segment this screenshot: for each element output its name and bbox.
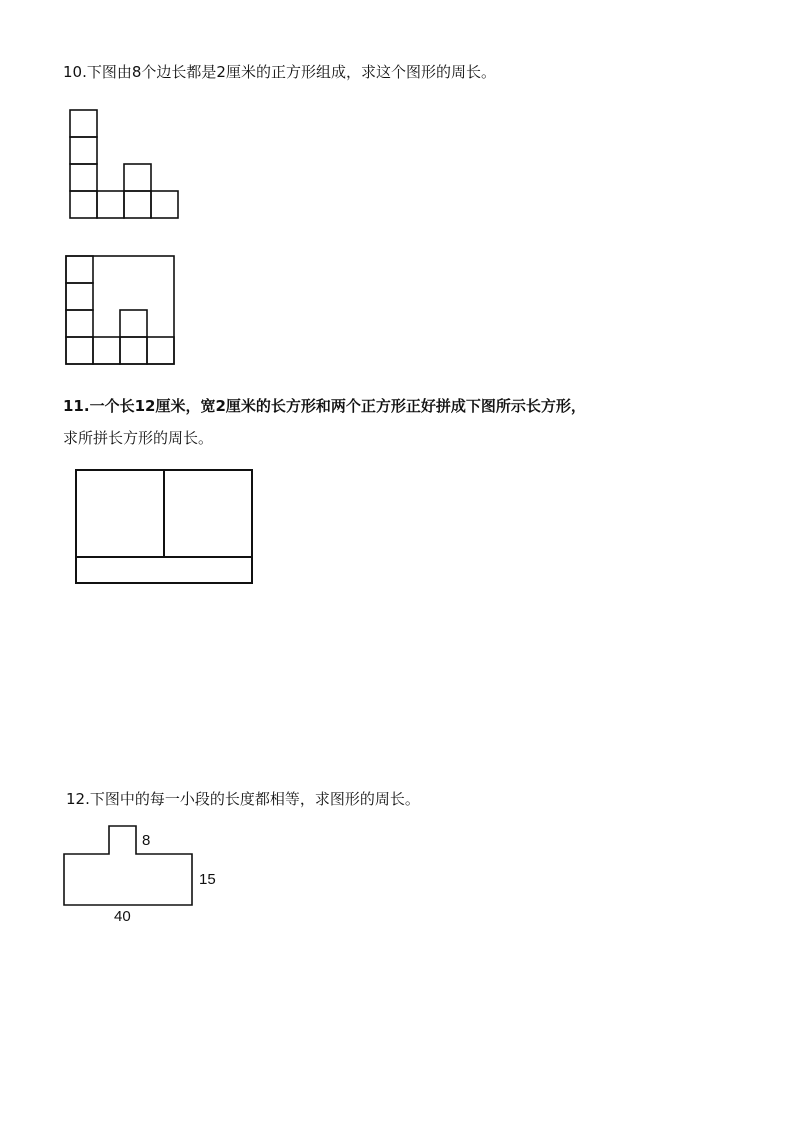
question-10-text: 10.下图由8个边长都是2厘米的正方形组成，求这个图形的周长。 xyxy=(63,63,496,81)
square xyxy=(66,256,93,283)
square xyxy=(93,337,120,364)
q10-figure-squares xyxy=(66,106,186,224)
square xyxy=(70,137,97,164)
square xyxy=(70,110,97,137)
square xyxy=(66,310,93,337)
question-12-text: 12.下图中的每一小段的长度都相等，求图形的周长。 xyxy=(66,790,420,808)
label-right-side: 15 xyxy=(199,871,216,888)
square xyxy=(70,191,97,218)
q10-figure-enclosed xyxy=(62,252,182,370)
square xyxy=(97,191,124,218)
outline-path xyxy=(64,826,192,905)
question-11-text-line2: 求所拼长方形的周长。 xyxy=(63,429,214,447)
square xyxy=(66,283,93,310)
square xyxy=(66,337,93,364)
square xyxy=(70,164,97,191)
question-11-text-line1: 11.一个长12厘米，宽2厘米的长方形和两个正方形正好拼成下图所示长方形， xyxy=(63,397,586,415)
square xyxy=(147,337,174,364)
q12-figure-shape xyxy=(60,822,230,932)
square xyxy=(124,164,151,191)
square xyxy=(151,191,178,218)
square xyxy=(124,191,151,218)
label-top-segment: 8 xyxy=(142,832,151,849)
label-bottom: 40 xyxy=(114,908,131,925)
square xyxy=(120,310,147,337)
square xyxy=(120,337,147,364)
q11-figure-rectangle xyxy=(74,468,256,586)
